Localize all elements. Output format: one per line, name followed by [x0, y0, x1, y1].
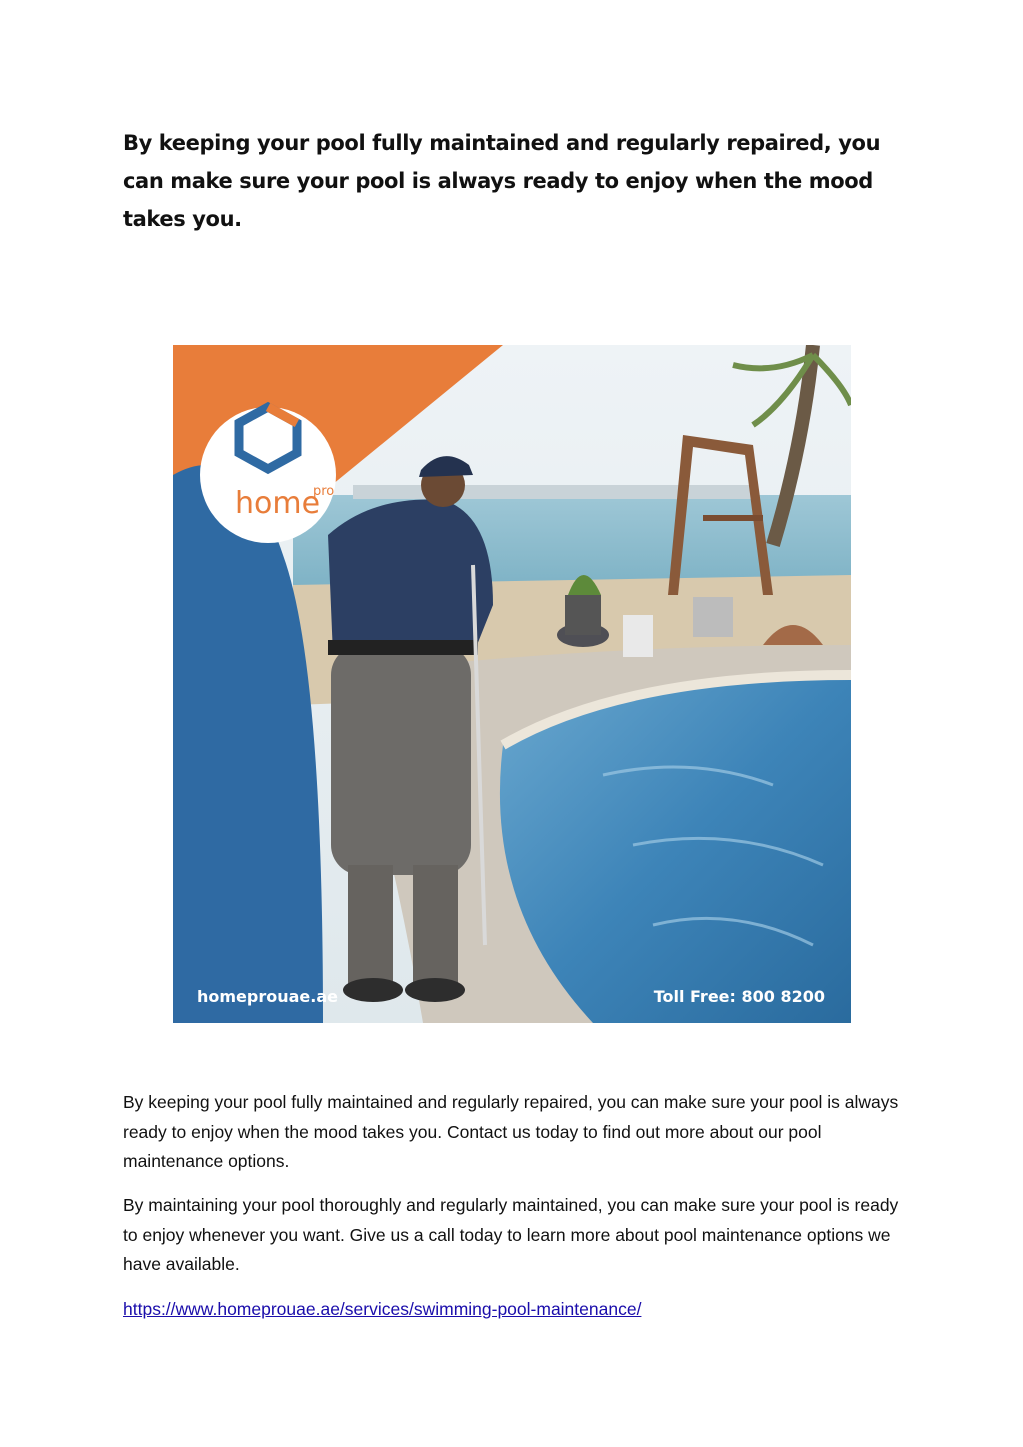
- logo-word: home: [235, 486, 321, 521]
- figure-phone: Toll Free: 800 8200: [653, 987, 825, 1006]
- swimming-pool: [500, 675, 851, 1023]
- homepro-logo: [200, 407, 336, 543]
- paragraph-1: By keeping your pool fully maintained and regularly repaired, you can make sure your pool is always ready to enjoy when the mood takes you. Contact us today to find out more about our pool maintenance options.: [123, 1092, 899, 1171]
- pool-maintenance-image: [173, 345, 851, 1023]
- page-heading: By keeping your pool fully maintained and regularly repaired, you can make sure your pool is always ready to enjoy when the mood takes you.: [123, 131, 881, 231]
- service-link[interactable]: https://www.homeprouae.ae/services/swimming-pool-maintenance/: [123, 1299, 642, 1319]
- figure-website: homeprouae.ae: [197, 987, 339, 1006]
- paragraph-2: By maintaining your pool thoroughly and regularly maintained, you can make sure your pool is ready to enjoy whenever you want. Give us a call today to learn more about pool maintenance options we have available.: [123, 1195, 899, 1274]
- logo-superscript: pro: [313, 484, 335, 499]
